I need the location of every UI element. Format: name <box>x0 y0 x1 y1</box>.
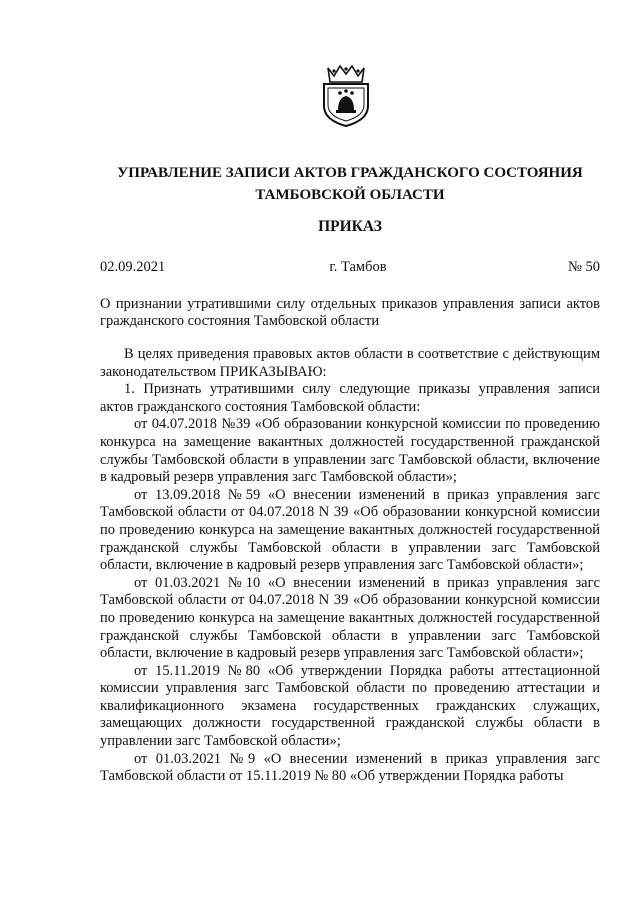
order-number: № 50 <box>568 259 600 275</box>
preamble-paragraph: В целях приведения правовых актов области в соответствие с действующим законодательством ПРИКАЗЫВАЮ: <box>100 346 600 380</box>
revoked-order-item: от 04.07.2018 №39 «Об образовании конкурсной комиссии по проведению конкурса на замещение вакантных должностей государственной гражданской службы Тамбовской области в управлении загс Тамбовской области, включение в кадровый резерв управления загс Тамбовской области»; <box>100 416 600 486</box>
revoked-order-item: от 15.11.2019 №80 «Об утверждении Порядка работы аттестационной комиссии управления загс Тамбовской области по проведению аттестации и квалификационного экзамена государственных гражданских служащих, замещающих должности государственной гражданской службы области в управлении загс Тамбовской области»; <box>100 662 600 750</box>
revoked-order-item: от 01.03.2021 №10 «О внесении изменений в приказ управления загс Тамбовской области от 04.07.2018 N 39 «Об образовании конкурсной комиссии по проведению конкурса на замещение вакантных должностей государственной гражданской службы Тамбовской области в управлении загс Тамбовской области, включение в кадровый резерв управления загс Тамбовской области»; <box>100 574 600 662</box>
order-date: 02.09.2021 <box>100 259 166 275</box>
revoked-order-item: от 01.03.2021 №9 «О внесении изменений в приказ управления загс Тамбовской области от 15.11.2019 № 80 «Об утверждении Порядка работы <box>100 750 600 785</box>
organization-name-line1: УПРАВЛЕНИЕ ЗАПИСИ АКТОВ ГРАЖДАНСКОГО СОСТОЯНИЯ <box>117 165 583 181</box>
organization-name-line2: ТАМБОВСКОЙ ОБЛАСТИ <box>255 187 445 203</box>
coat-of-arms-icon <box>318 62 374 128</box>
order-body <box>100 346 600 786</box>
point-1-paragraph: 1. Признать утратившими силу следующие приказы управления записи актов гражданского состояния Тамбовской области: <box>100 381 600 415</box>
organization-name <box>100 162 600 206</box>
document-type-title: ПРИКАЗ <box>318 218 382 235</box>
order-subject: О признании утратившими силу отдельных приказов управления записи актов гражданского состояния Тамбовской области <box>100 296 600 329</box>
revoked-order-item: от 13.09.2018 №59 «О внесении изменений в приказ управления загс Тамбовской области от 04.07.2018 N 39 «Об образовании конкурсной комиссии по проведению конкурса на замещение вакантных должностей государственной гражданской службы Тамбовской области в управлении загс Тамбовской области, включение в кадровый резерв управления загс Тамбовской области»; <box>100 486 600 574</box>
order-city: г. Тамбов <box>329 259 387 275</box>
